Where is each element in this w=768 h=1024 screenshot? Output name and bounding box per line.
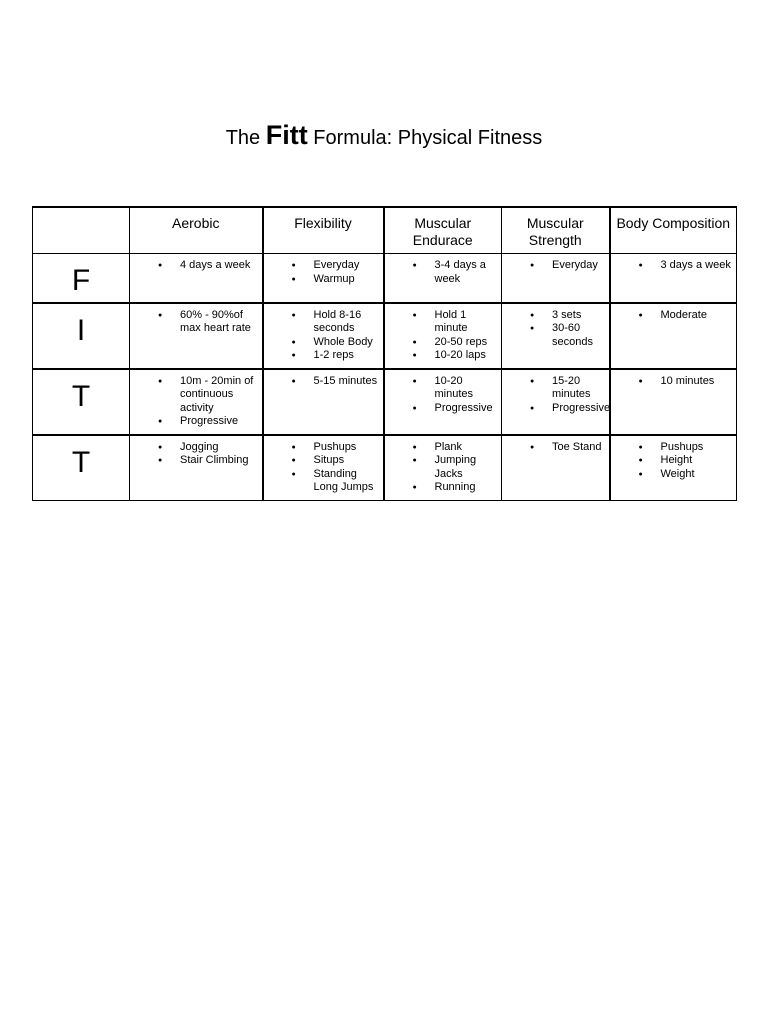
cell-body-composition [610,254,737,303]
cell-muscular-endurance [384,435,502,501]
header-flexibility: Flexibility [263,207,384,254]
bullet-list [385,254,502,291]
header-corner [33,207,130,254]
bullet-list [611,304,737,328]
list-item: ● Toe Stand [502,441,605,455]
list-item: ● 10m - 20min of continuous activity [130,375,258,416]
cell-muscular-endurance [384,254,502,303]
cell-muscular-strength [502,254,610,303]
list-item: ● 10-20 laps [385,349,498,363]
table-body [33,254,737,501]
list-item: ● 60% - 90%of max heart rate [130,309,258,336]
bullet-list [502,436,609,460]
bullet-list [502,370,609,421]
list-item: ● 10 minutes [611,375,733,389]
list-item: ● 3 days a week [611,259,733,273]
list-item: ● Running [385,481,498,495]
title-emphasis: Fitt [265,120,308,150]
page-title [0,118,768,155]
list-item: ● Jogging [130,441,258,455]
cell-flexibility [263,369,384,435]
cell-aerobic [130,254,263,303]
list-item: ● Hold 1 minute [385,309,498,336]
title-suffix: Formula: Physical Fitness [313,127,543,149]
row-letter: T [33,369,130,435]
header-aerobic: Aerobic [130,207,263,254]
list-item: ● Stair Climbing [130,454,258,468]
list-item: ● 3 sets [502,309,605,323]
list-item: ● 1-2 reps [264,349,379,363]
header-muscular-endurance: Muscular Endurace [384,207,502,254]
cell-body-composition [610,303,737,369]
list-item: ● 4 days a week [130,259,258,273]
cell-flexibility [263,435,384,501]
cell-body-composition [610,369,737,435]
bullet-list [611,436,737,487]
list-item: ● Weight [611,468,733,482]
bullet-list [385,370,502,421]
bullet-list [130,254,262,278]
bullet-list [611,370,737,394]
table-row [33,254,737,303]
bullet-list [130,436,262,473]
list-item: ● Pushups [264,441,379,455]
table-row [33,303,737,369]
list-item: ● Plank [385,441,498,455]
table-row [33,369,737,435]
cell-muscular-strength [502,435,610,501]
row-letter: I [33,303,130,369]
bullet-list [264,254,383,291]
list-item: ● Standing Long Jumps [264,468,379,495]
bullet-list [264,370,383,394]
cell-flexibility [263,303,384,369]
list-item: ● Jumping Jacks [385,454,498,481]
cell-muscular-endurance [384,303,502,369]
list-item: ● Everyday [502,259,605,273]
fitt-table [32,206,737,501]
list-item: ● 20-50 reps [385,336,498,350]
cell-muscular-strength [502,369,610,435]
bullet-list [502,254,609,278]
cell-aerobic [130,435,263,501]
list-item: ● Progressive [502,402,605,416]
bullet-list [385,436,502,500]
list-item: ● 10-20 minutes [385,375,498,402]
bullet-list [264,304,383,368]
list-item: ● Situps [264,454,379,468]
bullet-list [130,304,262,341]
list-item: ● Whole Body [264,336,379,350]
header-body-composition: Body Composition [610,207,737,254]
cell-flexibility [263,254,384,303]
list-item: ● 30-60 seconds [502,322,605,349]
bullet-list [502,304,609,355]
list-item: ● Progressive [130,415,258,429]
cell-aerobic [130,369,263,435]
bullet-list [264,436,383,500]
table-row [33,435,737,501]
bullet-list [130,370,262,434]
list-item: ● Everyday [264,259,379,273]
header-muscular-strength: Muscular Strength [502,207,610,254]
cell-body-composition [610,435,737,501]
row-letter: T [33,435,130,501]
list-item: ● Moderate [611,309,733,323]
bullet-list [611,254,737,278]
list-item: ● 15-20 minutes [502,375,605,402]
header-row [33,207,737,254]
cell-muscular-endurance [384,369,502,435]
list-item: ● Hold 8-16 seconds [264,309,379,336]
list-item: ● Pushups [611,441,733,455]
list-item: ● Progressive [385,402,498,416]
row-letter: F [33,254,130,303]
bullet-list [385,304,502,368]
cell-aerobic [130,303,263,369]
list-item: ● 5-15 minutes [264,375,379,389]
list-item: ● Height [611,454,733,468]
list-item: ● Warmup [264,273,379,287]
list-item: ● 3-4 days a week [385,259,498,286]
cell-muscular-strength [502,303,610,369]
title-prefix: The [225,127,261,149]
